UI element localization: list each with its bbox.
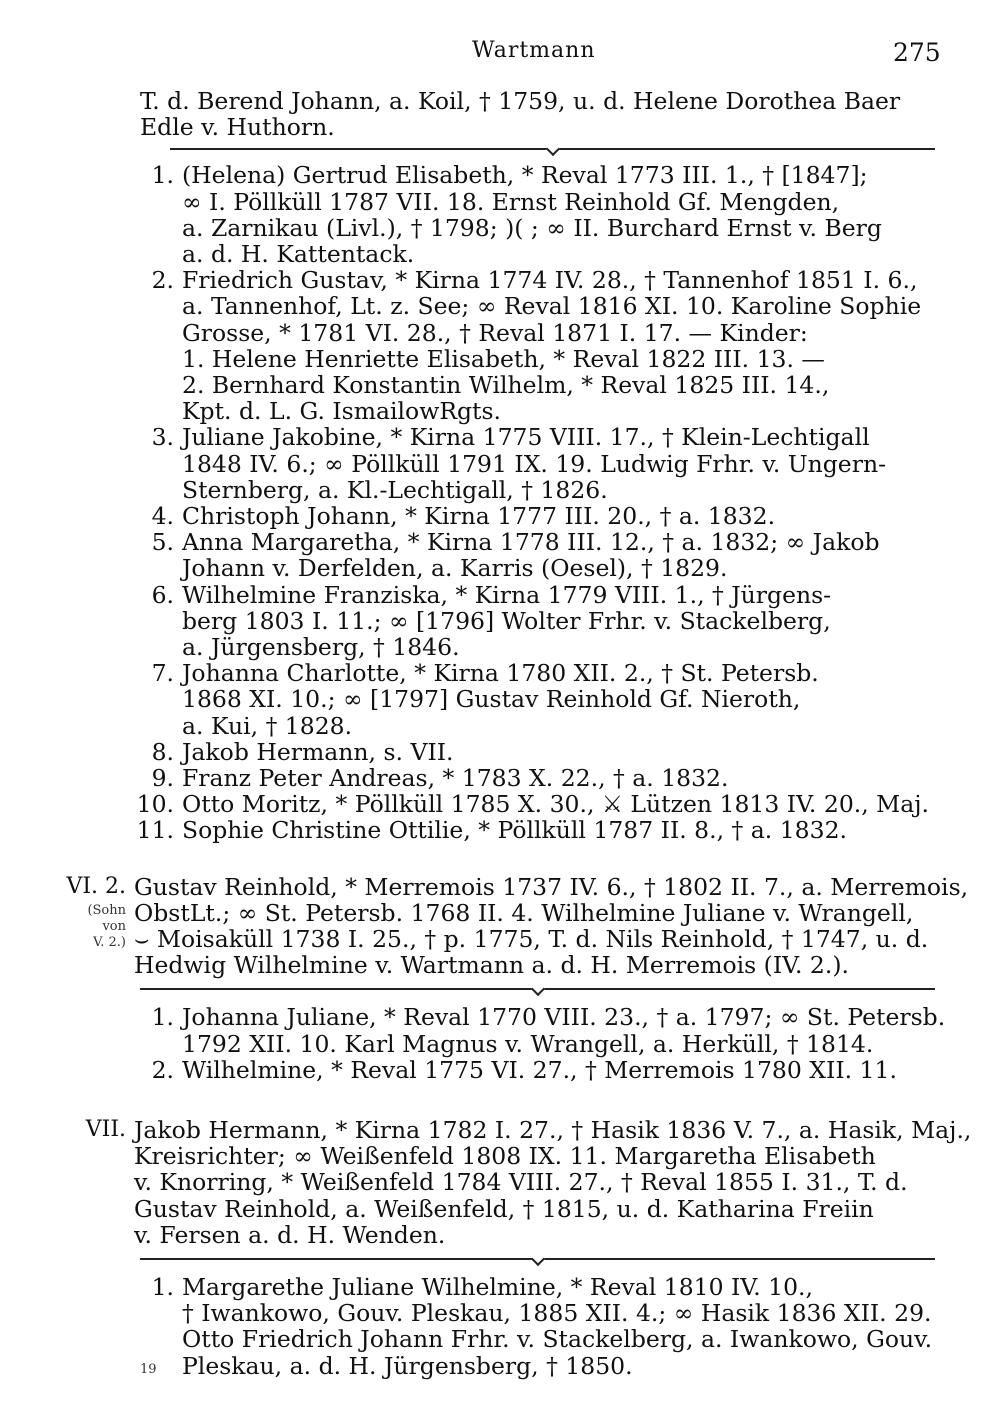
child-number: 10. [136,790,174,819]
child-entry-line: a. Tannenhof, Lt. z. See; ∞ Reval 1816 XI. 10. Karoline Sophie [182,292,922,321]
child-entry-line: Grosse, * 1781 VI. 28., † Reval 1871 I. 17. — Kinder: [182,318,808,347]
section-label-vi2: VI. 2. [66,873,126,899]
child-entry-line: Pleskau, a. d. H. Jürgensberg, † 1850. [182,1351,633,1380]
section-vii-line: Gustav Reinhold, a. Weißenfeld, † 1815, u. d. Katharina Freiin [134,1194,874,1223]
child-entry-line: a. Zarnikau (Livl.), † 1798; )( ; ∞ II. Burchard Ernst v. Berg [182,213,882,242]
child-entry-line: Sophie Christine Ottilie, * Pöllküll 1787 II. 8., † a. 1832. [182,816,847,845]
page-header [0,34,1000,74]
child-number: 1. [151,1273,174,1301]
child-number: 4. [151,502,174,530]
child-entry-line: 1792 XII. 10. Karl Magnus v. Wrangell, a. Herküll, † 1814. [182,1029,874,1058]
child-number: 1. [151,161,174,190]
child-number: 2. [151,266,174,295]
child-number: 6. [151,580,174,609]
child-entry-line: a. d. H. Kattentack. [182,240,415,268]
child-entry-line: Kpt. d. L. G. IsmailowRgts. [182,397,502,426]
child-number: 11. [136,816,174,845]
child-entry-line: 1868 XI. 10.; ∞ [1797] Gustav Reinhold Gf. Nieroth, [182,685,801,714]
child-entry-line: Jakob Hermann, s. VII. [182,737,454,766]
child-entry-line: Margarethe Juliane Wilhelmine, * Reval 1810 IV. 10., [182,1273,813,1301]
child-entry-line: Wilhelmine, * Reval 1775 VI. 27., † Merremois 1780 XII. 11. [182,1055,897,1084]
child-entry-line: 1. Helene Henriette Elisabeth, * Reval 1822 III. 13. — [182,344,825,373]
child-entry-line: Johanna Charlotte, * Kirna 1780 XII. 2., † St. Petersb. [182,659,819,688]
child-entry-line: Juliane Jakobine, * Kirna 1775 VIII. 17., † Klein-Lechtigall [182,423,870,452]
running-title: Wartmann [472,38,596,63]
child-number: 1. [151,1003,174,1032]
section-note-vi2: (Sohn [87,902,126,918]
intro-line: T. d. Berend Johann, a. Koil, † 1759, u. d. Helene Dorothea Baer [140,87,901,115]
section-vii-line: Jakob Hermann, * Kirna 1782 I. 27., † Hasik 1836 V. 7., a. Hasik, Maj., [134,1116,972,1144]
child-entry-line: Sternberg, a. Kl.-Lechtigall, † 1826. [182,475,608,504]
section-vi2-line: Hedwig Wilhelmine v. Wartmann a. d. H. Merremois (IV. 2.). [134,951,849,980]
child-number: 9. [151,764,174,792]
child-number: 7. [151,659,174,688]
child-number: 8. [151,737,174,766]
section-vii-line: Kreisrichter; ∞ Weißenfeld 1808 IX. 11. Margaretha Elisabeth [134,1142,876,1171]
signature-mark: 19 [140,1362,157,1377]
child-entry-line: Otto Moritz, * Pöllküll 1785 X. 30., ⚔ Lützen 1813 IV. 20., Maj. [182,790,930,819]
section-vi2-line: ObstLt.; ∞ St. Petersb. 1768 II. 4. Wilhelmine Juliane v. Wrangell, [134,898,914,927]
child-entry-line: 1848 IV. 6.; ∞ Pöllküll 1791 IX. 19. Ludwig Frhr. v. Ungern- [182,449,887,478]
section-vi2-line: Gustav Reinhold, * Merremois 1737 IV. 6., † 1802 II. 7., a. Merremois, [134,872,969,901]
child-entry-line: Franz Peter Andreas, * 1783 X. 22., † a. 1832. [182,764,729,792]
child-entry-line: ∞ I. Pöllküll 1787 VII. 18. Ernst Reinhold Gf. Mengden, [182,187,840,216]
intro-line: Edle v. Huthorn. [140,113,335,142]
child-entry-line: Johann v. Derfelden, a. Karris (Oesel), † 1829. [182,554,728,583]
child-entry-line: † Iwankowo, Gouv. Pleskau, 1885 XII. 4.; ∞ Hasik 1836 XII. 29. [182,1299,932,1328]
child-entry-line: a. Jürgensberg, † 1846. [182,633,460,661]
child-entry-line: Otto Friedrich Johann Frhr. v. Stackelberg, a. Iwankowo, Gouv. [182,1325,933,1354]
child-number: 3. [151,423,174,452]
page-number: 275 [893,38,941,67]
child-entry-line: Wilhelmine Franziska, * Kirna 1779 VIII. 1., † Jürgens- [182,580,832,609]
child-entry-line: berg 1803 I. 11.; ∞ [1796] Wolter Frhr. v. Stackelberg, [182,606,831,635]
section-divider [170,148,935,150]
section-vii-line: v. Knorring, * Weißenfeld 1784 VIII. 27., † Reval 1855 I. 31., T. d. [134,1168,908,1197]
section-vii-line: v. Fersen a. d. H. Wenden. [134,1220,446,1249]
child-number: 2. [151,1055,174,1084]
section-label-vii: VII. [85,1117,126,1142]
child-entry-line: Johanna Juliane, * Reval 1770 VIII. 23., † a. 1797; ∞ St. Petersb. [182,1003,946,1032]
child-number: 5. [151,528,174,557]
section-divider [140,1258,935,1260]
section-note-vi2: V. 2.) [93,934,126,950]
section-note-vi2: von [102,918,126,934]
child-entry-line: a. Kui, † 1828. [182,711,353,740]
child-entry-line: 2. Bernhard Konstantin Wilhelm, * Reval 1825 III. 14., [182,371,830,399]
child-entry-line: Christoph Johann, * Kirna 1777 III. 20., † a. 1832. [182,502,776,530]
section-divider [140,988,935,990]
child-entry-line: Friedrich Gustav, * Kirna 1774 IV. 28., † Tannenhof 1851 I. 6., [182,266,918,295]
child-entry-line: Anna Margaretha, * Kirna 1778 III. 12., † a. 1832; ∞ Jakob [182,528,880,557]
section-vi2-line: ⌣ Moisaküll 1738 I. 25., † p. 1775, T. d. Nils Reinhold, † 1747, u. d. [134,925,929,953]
child-entry-line: (Helena) Gertrud Elisabeth, * Reval 1773 III. 1., † [1847]; [182,161,868,190]
